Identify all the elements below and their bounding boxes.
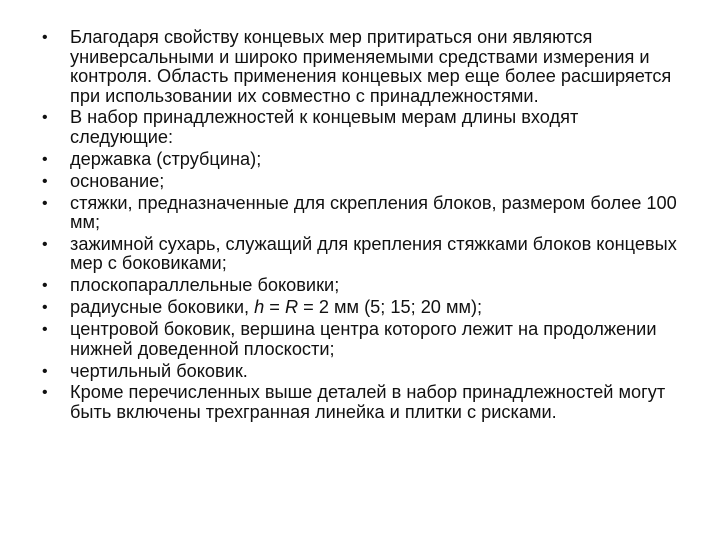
bullet-marker: • [42, 277, 48, 295]
list-item [42, 28, 682, 106]
list-item [42, 194, 682, 233]
list-item-text [70, 298, 682, 318]
bullet-marker: • [42, 109, 48, 127]
list-item [42, 235, 682, 274]
list-item [42, 172, 682, 192]
radius-prefix: радиусные боковики, [70, 297, 255, 318]
bullet-marker: • [42, 194, 48, 212]
list-item-text: В набор принадлежностей к концевым мерам длины входят следующие: [70, 107, 579, 147]
bullet-marker: • [42, 235, 48, 253]
bullet-marker: • [42, 384, 48, 402]
variable-h: h [254, 297, 265, 318]
list-item [42, 298, 682, 318]
bullet-marker: • [42, 172, 48, 190]
bullet-marker: • [42, 29, 48, 46]
list-item [42, 320, 682, 359]
list-item-text: Благодаря свойству концевых мер притираться они являются универсальными и широко применяемыми средствами измерения и контроля. Область применения концевых мер еще более расширяется при использовании их совместно с принадлежностями. [70, 27, 672, 106]
bullet-list [42, 28, 682, 425]
list-item [42, 383, 682, 422]
list-item-text: Кроме перечисленных выше деталей в набор принадлежностей могут быть включены трехгранная линейка и плитки с рисками. [70, 382, 666, 422]
equals-sign: = [264, 297, 285, 318]
bullet-marker: • [42, 299, 48, 317]
variable-r: R [284, 297, 299, 318]
list-item-text: основание; [70, 170, 165, 191]
list-item-text: центровой боковик, вершина центра которого лежит на продолжении нижней доведенной плоскости; [70, 319, 657, 359]
list-item [42, 108, 682, 147]
list-item [42, 362, 682, 382]
list-item-text: чертильный боковик. [70, 360, 248, 381]
bullet-marker: • [42, 150, 48, 168]
bullet-marker: • [42, 362, 48, 380]
list-item-text: зажимной сухарь, служащий для крепления стяжками блоков концевых мер с боковиками; [70, 233, 677, 274]
list-item-text: стяжки, предназначенные для скрепления блоков, размером более 100 мм; [70, 192, 677, 233]
list-item-text: плоскопараллельные боковики; [70, 275, 340, 296]
bullet-marker: • [42, 321, 48, 339]
list-item [42, 276, 682, 296]
radius-suffix: = 2 мм (5; 15; 20 мм); [298, 297, 483, 318]
list-item [42, 150, 682, 170]
list-item-text: державка (струбцина); [70, 148, 262, 169]
